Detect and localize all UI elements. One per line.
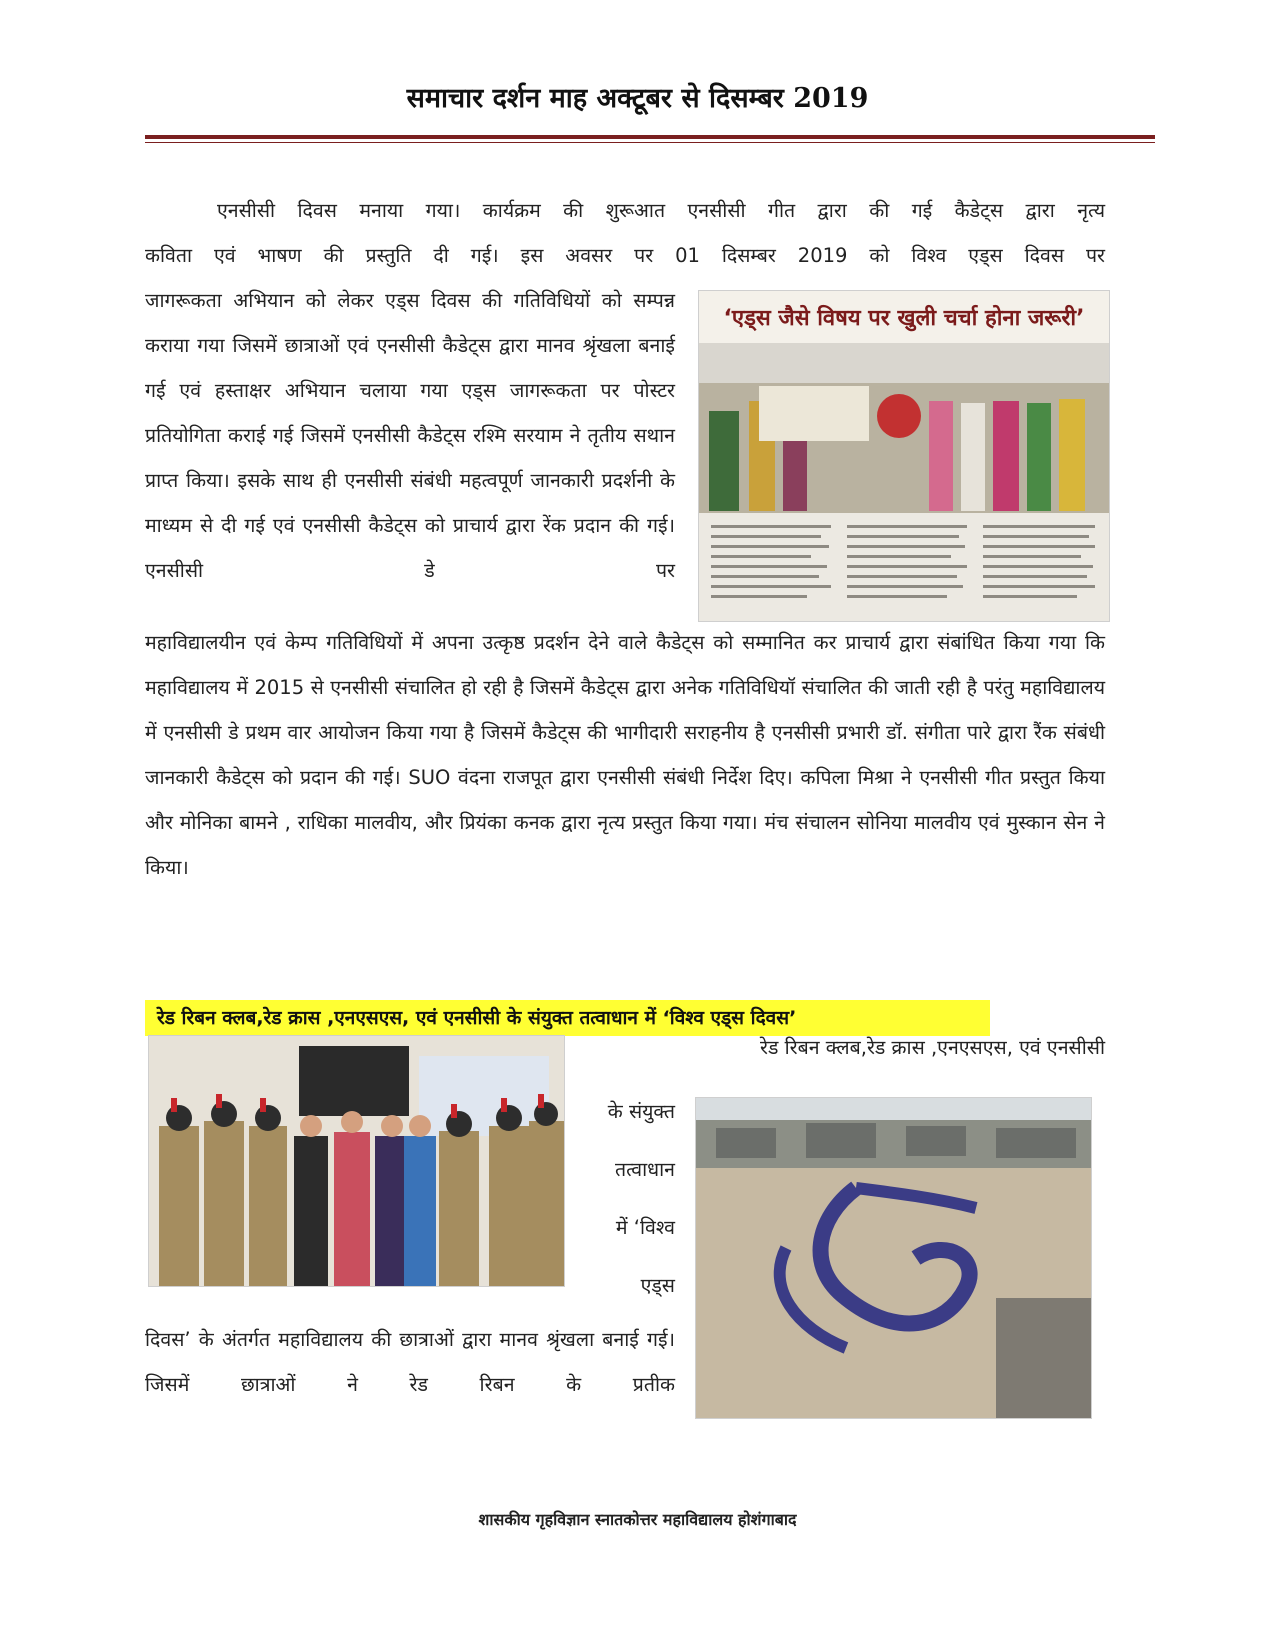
paragraph-line-2: कविता एवं भाषण की प्रस्तुति दी गई। इस अवसर पर 01 दिसम्बर 2019 को विश्व एड्स दिवस पर bbox=[145, 244, 1105, 267]
paragraph-line-1: एनसीसी दिवस मनाया गया। कार्यक्रम की शुरूआत एनसीसी गीत द्वारा की गई कैडेट्स द्वारा नृत्य bbox=[217, 199, 1105, 222]
section2-col-2: तत्वाधान bbox=[614, 1158, 675, 1181]
human-chain-image bbox=[696, 1098, 1091, 1418]
section2-bottom-text: दिवस’ के अंतर्गत महाविद्यालय की छात्राओं द्वारा मानव श्रृंखला बनाई गई। जिसमें छात्राओं ने रेड रिबन के प्रतीक bbox=[145, 1328, 675, 1396]
section2-col-1: के संयुक्त bbox=[607, 1100, 675, 1123]
title-rule-thin bbox=[145, 142, 1155, 143]
section2-line-1: रेड रिबन क्लब,रेड क्रास ,एनएसएस, एवं एनसीसी bbox=[759, 1036, 1105, 1059]
group-photo-image bbox=[149, 1036, 564, 1286]
human-chain-photo bbox=[695, 1097, 1092, 1419]
section2-col-3: में ‘विश्व bbox=[615, 1216, 675, 1239]
ncc-group-photo bbox=[148, 1035, 565, 1287]
page-footer: शासकीय गृहविज्ञान स्नातकोत्तर महाविद्यालय होशंगाबाद bbox=[478, 1510, 797, 1529]
section-heading-highlight: रेड रिबन क्लब,रेड क्रास ,एनएसएस, एवं एनसीसी के संयुक्त तत्वाधान में ‘विश्व एड्स दिवस’ bbox=[145, 1000, 990, 1036]
title-rule-thick bbox=[145, 135, 1155, 139]
paragraph-full-width: महाविद्यालयीन एवं केम्प गतिविधियों में अपना उत्कृष्ठ प्रदर्शन देने वाले कैडेट्स को सम्मानित कर प्राचार्य द्वारा संबांधित किया गया कि महाविद्यालय में 2015 से एनसीसी संचालित हो रही है जिसमें कैडेट्स द्वारा अनेक गतिविधियॉ संचालित की जाती रही है परंतु महाविद्यालय में एनसीसी डे प्रथम वार आयोजन किया गया है जिसमें कैडेट्स की भागीदारी सराहनीय है एनसीसी प्रभारी डॉ. संगीता पारे द्वारा रैंक संबंधी जानकारी कैडेट्स को प्रदान की गई। SUO वंदना राजपूत द्वारा एनसीसी संबंधी निर्देश दिए। कपिला मिश्रा ने एनसीसी गीत प्रस्तुत किया और मोनिका बामने , राधिका मालवीय, और प्रियंका कनक द्वारा नृत्य प्रस्तुत किया गया। मंच संचालन सोनिया मालवीय एवं मुस्कान सेन ने किया। bbox=[145, 631, 1105, 879]
section2-col-4: एड्स bbox=[640, 1274, 675, 1297]
paragraph-wrapped: जागरूकता अभियान को लेकर एड्स दिवस की गतिविधियों को सम्पन्न कराया गया जिसमें छात्राओं एवं एनसीसी कैडेट्स द्वारा मानव श्रृंखला बनाई गई एवं हस्ताक्षर अभियान चलाया गया एड्स जागरूकता पर पोस्टर प्रतियोगिता कराई गई जिसमें एनसीसी कैडेट्स रश्मि सरयाम ने तृतीय सथान प्राप्त किया। इसके साथ ही एनसीसी संबंधी महत्वपूर्ण जानकारी प्रदर्शनी के माध्यम से दी गई एवं एनसीसी कैडेट्स को प्राचार्य द्वारा रेंक प्रदान की गई। एनसीसी डे पर bbox=[145, 289, 675, 582]
clipping-image bbox=[699, 291, 1109, 621]
clipping-headline: ‘एड्स जैसे विषय पर खुली चर्चा होना जरूरी’ bbox=[699, 291, 1109, 343]
newspaper-clipping-photo bbox=[698, 290, 1110, 622]
page-title: समाचार दर्शन माह अक्टूबर से दिसम्बर 2019 bbox=[406, 83, 869, 114]
